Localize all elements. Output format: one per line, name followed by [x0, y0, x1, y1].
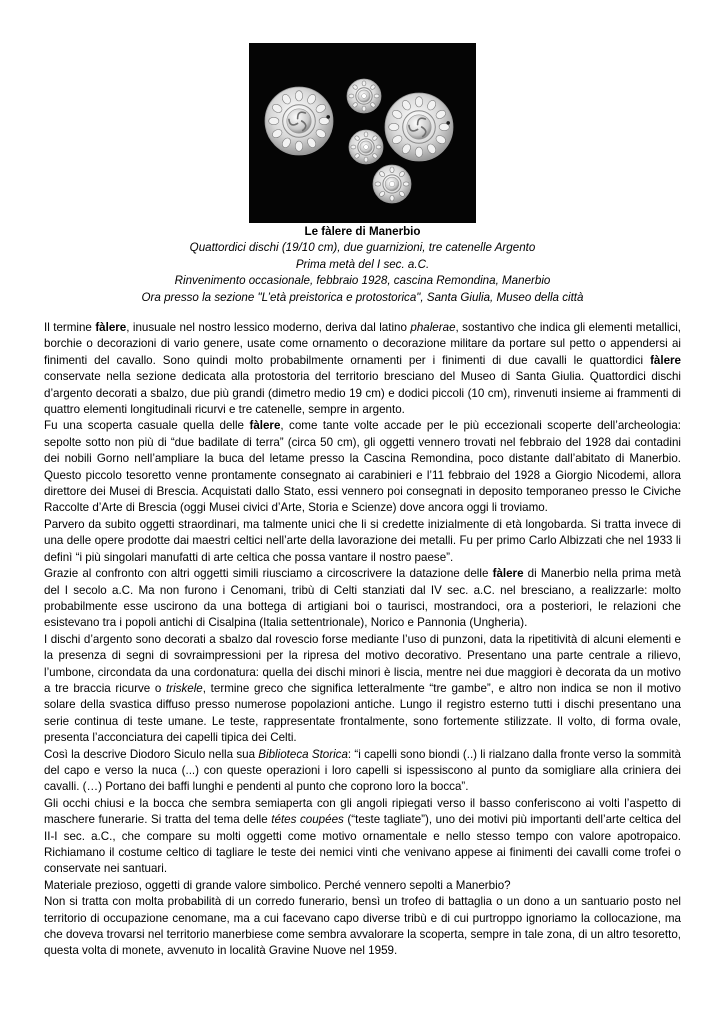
paragraph-discovery: Fu una scoperta casuale quella delle fàlere, come tante volte accade per le più eccezionali scoperte dell’archeologia: sepolte sotto non più di “due badilate di terra” (circa 50 cm), gli oggetti vennero trovati nel febbraio del 1928 dai contadini dei nobili Gorno nell’ampliare la buca del letame presso la Cascina Remondina, poco distante dall’abitato di Manerbio. Questo piccolo tesoretto venne prontamente consegnato ai carabinieri e l’11 febbraio del 1928 a Giorgio Nicodemi, allora direttore dei Musei di Brescia. Acquistati dallo Stato, essi vennero poi consegnati in deposito temporaneo presso le Civiche Raccolte d’Arte di Brescia (oggi Musei civici d’Arte, Storia e Scienze) dove ancora oggi li troviamo. — [44, 419, 681, 515]
paragraph-attribution: Parvero da subito oggetti straordinari, ma talmente unici che li si credette inizialmente di età longobarda. Si tratta invece di una delle opere prodotte dai maestri celtici nell’arte della lavorazione dei metalli. Fu per primo Carlo Albizzati che nel 1933 li definì “i più singolari manufatti di arte celtica che possa vantare il nostro paese”. — [44, 517, 681, 564]
caption-title: Le fàlere di Manerbio — [304, 225, 421, 238]
paragraph-conclusion: Non si tratta con molta probabilità di un corredo funerario, bensì un trofeo di battaglia o un dono a un santuario posto nel territorio di occupazione cenomane, ma a cui facevano capo diverse tribù e di cui purtroppo ignoriamo la collocazione, ma che doveva trovarsi nel territorio manerbiese come sembra avvalorare la scoperta, sempre in tale zona, di un altro tesoretto, questa volta di monete, avvenuto in località Gravine Nuove nel 1959. — [44, 895, 681, 958]
paragraph-diodorus: Così la descrive Diodoro Siculo nella sua Biblioteca Storica: “i capelli sono biondi (..) li rialzano dalla fronte verso la sommità del capo e verso la nuca (...) con queste operazioni i loro capelli si ispessiscono al punto da somigliare alla criniera dei cavalli. (…) Portano dei baffi lunghi e pendenti al punto che coprono loro la bocca”. — [44, 747, 682, 794]
phalerae-illustration — [249, 43, 476, 223]
article-body — [44, 320, 681, 960]
caption-dimensions: Quattordici dischi (19/10 cm), due guarnizioni, tre catenelle Argento — [189, 241, 536, 255]
caption-discovery: Rinvenimento occasionale, febbraio 1928, cascina Remondina, Manerbio — [174, 274, 551, 288]
small-disc-bottom — [373, 165, 411, 203]
caption-location: Ora presso la sezione "L’età preistorica e protostorica", Santa Giulia, Museo della città — [141, 290, 584, 304]
image-caption — [44, 224, 681, 306]
caption-dating: Prima metà del I sec. a.C. — [295, 257, 430, 271]
large-disc-left — [265, 87, 333, 155]
large-disc-right — [385, 93, 453, 161]
paragraph-decoration: I dischi d’argento sono decorati a sbalzo dal rovescio forse mediante l’uso di punzoni, data la ripetitività di alcuni elementi e la presenza di segni di sovraimpressioni per la ripresa del motivo decorativo. Presentano una parte centrale a rilievo, l’umbone, circondata da una cordonatura: quella dei dischi minori è liscia, mentre nei due maggiori è decorata da un motivo a tre braccia ricurve o triskele, termine greco che significa letteralmente “tre gambe”, e altro non indica se non il motivo solare della svastica diffuso presso numerose popolazioni antiche. Lungo il registro esterno tutti i dischi presentano una serie continua di teste umane. Le teste, rappresentate frontalmente, sono fortemente stilizzate. Il volto, di forma ovale, presenta l’acconciatura dei capelli tipica dei Celti. — [44, 632, 681, 745]
paragraph-tetes-coupees: Gli occhi chiusi e la bocca che sembra semiaperta con gli angoli ripiegati verso il basso conferiscono ai volti l’aspetto di maschere funerarie. Si tratta del tema delle tétes coupées (“teste tagliate”), uno dei motivi più importanti dell’arte celtica del II-I sec. a.C., che compare su molti oggetti come motivo ornamentale e nello stesso tempo con valore apotropaico. Richiamano il costume celtico di tagliare le teste dei nemici vinti che venivano appese ai finimenti dei cavalli come trofei o conservate nei santuari. — [44, 796, 681, 876]
paragraph-dating: Grazie al confronto con altri oggetti simili riusciamo a circoscrivere la datazione delle fàlere di Manerbio nella prima metà del I secolo a.C. Ma non furono i Cenomani, tribù di Celti stanziati dal IV sec. a.C. nel bresciano, a realizzarle: molto probabilmente esse uscirono da una bottega di artigiani boi o taurisci, mostrandoci, ora a posteriori, le relazioni che esistevano tra i popoli antichi di Cisalpina (Italia settentrionale), Norico e Pannonia (Ungheria). — [44, 567, 681, 630]
small-disc-top — [347, 79, 381, 113]
paragraph-question: Materiale prezioso, oggetti di grande valore simbolico. Perché vennero sepolti a Manerbio? — [44, 878, 511, 892]
paragraph-etymology: Il termine fàlere, inusuale nel nostro lessico moderno, deriva dal latino phalerae, sostantivo che indica gli elementi metallici, borchie o decorazioni di vario genere, usate come ornamento o decorazione militare da portare sul petto o appendersi ai finimenti del cavallo. Sono quindi molto probabilmente ornamenti per i finimenti di due cavalli le quattordici fàlere conservate nella sezione dedicata alla protostoria del territorio bresciano del Museo di Santa Giulia. Quattordici dischi d’argento decorati a sbalzo, due più grandi (dimetro medio 19 cm) e dodici piccoli (10 cm), rinvenuti insieme ai frammenti di quattro elementi longitudinali ricurvi e tre catenelle, sempre in argento. — [44, 321, 682, 417]
small-disc-middle — [349, 130, 383, 164]
phalerae-photo — [249, 43, 476, 223]
